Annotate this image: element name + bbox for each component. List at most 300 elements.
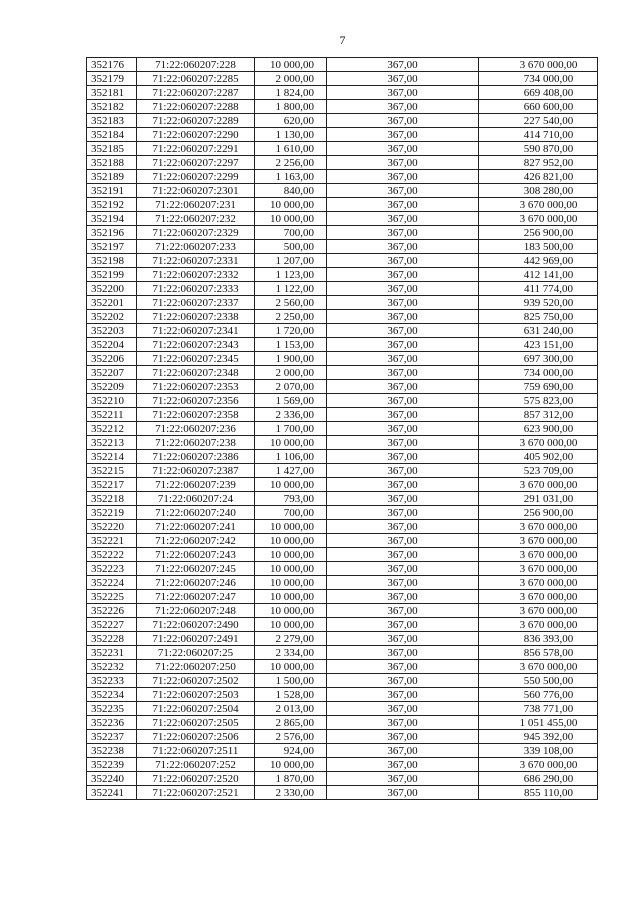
record-number-cell: 352218	[87, 492, 137, 506]
rate-cell: 367,00	[327, 758, 479, 772]
value-cell: 423 151,00	[479, 338, 598, 352]
table-row	[87, 534, 598, 548]
value-cell: 3 670 000,00	[479, 478, 598, 492]
value-cell: 697 300,00	[479, 352, 598, 366]
table-row	[87, 198, 598, 212]
table-row	[87, 450, 598, 464]
area-cell: 700,00	[255, 226, 327, 240]
value-cell: 405 902,00	[479, 450, 598, 464]
rate-cell: 367,00	[327, 422, 479, 436]
record-number-cell: 352196	[87, 226, 137, 240]
rate-cell: 367,00	[327, 310, 479, 324]
value-cell: 3 670 000,00	[479, 198, 598, 212]
rate-cell: 367,00	[327, 548, 479, 562]
area-cell: 2 865,00	[255, 716, 327, 730]
area-cell: 10 000,00	[255, 562, 327, 576]
area-cell: 620,00	[255, 114, 327, 128]
rate-cell: 367,00	[327, 632, 479, 646]
area-cell: 1 163,00	[255, 170, 327, 184]
cadastral-number-cell: 71:22:060207:2290	[137, 128, 255, 142]
table-row	[87, 338, 598, 352]
record-number-cell: 352239	[87, 758, 137, 772]
rate-cell: 367,00	[327, 464, 479, 478]
cadastral-number-cell: 71:22:060207:2353	[137, 380, 255, 394]
cadastral-number-cell: 71:22:060207:238	[137, 436, 255, 450]
area-cell: 2 560,00	[255, 296, 327, 310]
rate-cell: 367,00	[327, 394, 479, 408]
value-cell: 945 392,00	[479, 730, 598, 744]
table-row	[87, 436, 598, 450]
record-number-cell: 352237	[87, 730, 137, 744]
area-cell: 1 427,00	[255, 464, 327, 478]
cadastral-number-cell: 71:22:060207:24	[137, 492, 255, 506]
area-cell: 1 123,00	[255, 268, 327, 282]
area-cell: 10 000,00	[255, 534, 327, 548]
record-number-cell: 352191	[87, 184, 137, 198]
rate-cell: 367,00	[327, 618, 479, 632]
table-row	[87, 590, 598, 604]
table-row	[87, 520, 598, 534]
table-row	[87, 716, 598, 730]
table-row	[87, 324, 598, 338]
record-number-cell: 352225	[87, 590, 137, 604]
cadastral-number-cell: 71:22:060207:232	[137, 212, 255, 226]
area-cell: 10 000,00	[255, 198, 327, 212]
table-row	[87, 394, 598, 408]
table-row	[87, 786, 598, 800]
cadastral-number-cell: 71:22:060207:2511	[137, 744, 255, 758]
value-cell: 291 031,00	[479, 492, 598, 506]
table-row	[87, 184, 598, 198]
table-row	[87, 156, 598, 170]
rate-cell: 367,00	[327, 716, 479, 730]
value-cell: 308 280,00	[479, 184, 598, 198]
rate-cell: 367,00	[327, 478, 479, 492]
area-cell: 10 000,00	[255, 436, 327, 450]
area-cell: 2 256,00	[255, 156, 327, 170]
area-cell: 10 000,00	[255, 212, 327, 226]
record-number-cell: 352217	[87, 478, 137, 492]
record-number-cell: 352221	[87, 534, 137, 548]
rate-cell: 367,00	[327, 58, 479, 72]
cadastral-number-cell: 71:22:060207:252	[137, 758, 255, 772]
area-cell: 1 569,00	[255, 394, 327, 408]
table-row	[87, 506, 598, 520]
value-cell: 550 500,00	[479, 674, 598, 688]
rate-cell: 367,00	[327, 254, 479, 268]
record-number-cell: 352233	[87, 674, 137, 688]
table-row	[87, 730, 598, 744]
cadastral-number-cell: 71:22:060207:2297	[137, 156, 255, 170]
record-number-cell: 352197	[87, 240, 137, 254]
value-cell: 734 000,00	[479, 366, 598, 380]
area-cell: 2 250,00	[255, 310, 327, 324]
area-cell: 10 000,00	[255, 576, 327, 590]
area-cell: 10 000,00	[255, 590, 327, 604]
table-row	[87, 604, 598, 618]
area-cell: 2 000,00	[255, 72, 327, 86]
table-row	[87, 268, 598, 282]
area-cell: 2 334,00	[255, 646, 327, 660]
record-number-cell: 352201	[87, 296, 137, 310]
value-cell: 442 969,00	[479, 254, 598, 268]
value-cell: 857 312,00	[479, 408, 598, 422]
record-number-cell: 352240	[87, 772, 137, 786]
cadastral-number-cell: 71:22:060207:2502	[137, 674, 255, 688]
table-row	[87, 674, 598, 688]
rate-cell: 367,00	[327, 212, 479, 226]
cadastral-number-cell: 71:22:060207:2490	[137, 618, 255, 632]
value-cell: 3 670 000,00	[479, 576, 598, 590]
value-cell: 686 290,00	[479, 772, 598, 786]
record-number-cell: 352204	[87, 338, 137, 352]
cadastral-number-cell: 71:22:060207:250	[137, 660, 255, 674]
rate-cell: 367,00	[327, 324, 479, 338]
cadastral-number-cell: 71:22:060207:231	[137, 198, 255, 212]
table-row	[87, 86, 598, 100]
rate-cell: 367,00	[327, 492, 479, 506]
table-row	[87, 296, 598, 310]
cadastral-number-cell: 71:22:060207:2345	[137, 352, 255, 366]
record-number-cell: 352220	[87, 520, 137, 534]
value-cell: 3 670 000,00	[479, 520, 598, 534]
table-row	[87, 212, 598, 226]
table-row	[87, 240, 598, 254]
table-row	[87, 226, 598, 240]
value-cell: 939 520,00	[479, 296, 598, 310]
record-number-cell: 352241	[87, 786, 137, 800]
record-number-cell: 352182	[87, 100, 137, 114]
rate-cell: 367,00	[327, 744, 479, 758]
table-row	[87, 142, 598, 156]
cadastral-number-cell: 71:22:060207:233	[137, 240, 255, 254]
area-cell: 10 000,00	[255, 478, 327, 492]
cadastral-number-cell: 71:22:060207:2387	[137, 464, 255, 478]
table-row	[87, 772, 598, 786]
record-number-cell: 352185	[87, 142, 137, 156]
rate-cell: 367,00	[327, 142, 479, 156]
cadastral-number-cell: 71:22:060207:2338	[137, 310, 255, 324]
area-cell: 2 330,00	[255, 786, 327, 800]
record-number-cell: 352184	[87, 128, 137, 142]
record-number-cell: 352189	[87, 170, 137, 184]
record-number-cell: 352176	[87, 58, 137, 72]
area-cell: 1 824,00	[255, 86, 327, 100]
cadastral-number-cell: 71:22:060207:2332	[137, 268, 255, 282]
table-row	[87, 576, 598, 590]
area-cell: 1 207,00	[255, 254, 327, 268]
table-row	[87, 646, 598, 660]
record-number-cell: 352227	[87, 618, 137, 632]
rate-cell: 367,00	[327, 534, 479, 548]
rate-cell: 367,00	[327, 240, 479, 254]
value-cell: 3 670 000,00	[479, 758, 598, 772]
table-row	[87, 408, 598, 422]
rate-cell: 367,00	[327, 170, 479, 184]
value-cell: 256 900,00	[479, 506, 598, 520]
value-cell: 590 870,00	[479, 142, 598, 156]
table-row	[87, 464, 598, 478]
rate-cell: 367,00	[327, 226, 479, 240]
cadastral-number-cell: 71:22:060207:243	[137, 548, 255, 562]
area-cell: 1 106,00	[255, 450, 327, 464]
rate-cell: 367,00	[327, 576, 479, 590]
cadastral-number-cell: 71:22:060207:246	[137, 576, 255, 590]
cadastral-number-cell: 71:22:060207:2491	[137, 632, 255, 646]
rate-cell: 367,00	[327, 450, 479, 464]
record-number-cell: 352212	[87, 422, 137, 436]
rate-cell: 367,00	[327, 128, 479, 142]
value-cell: 575 823,00	[479, 394, 598, 408]
cadastral-number-cell: 71:22:060207:2285	[137, 72, 255, 86]
area-cell: 1 720,00	[255, 324, 327, 338]
rate-cell: 367,00	[327, 730, 479, 744]
cadastral-number-cell: 71:22:060207:2333	[137, 282, 255, 296]
value-cell: 3 670 000,00	[479, 534, 598, 548]
table-row	[87, 422, 598, 436]
table-row	[87, 72, 598, 86]
record-number-cell: 352224	[87, 576, 137, 590]
rate-cell: 367,00	[327, 772, 479, 786]
rate-cell: 367,00	[327, 702, 479, 716]
value-cell: 3 670 000,00	[479, 548, 598, 562]
rate-cell: 367,00	[327, 506, 479, 520]
cadastral-number-cell: 71:22:060207:2341	[137, 324, 255, 338]
value-cell: 3 670 000,00	[479, 590, 598, 604]
table-row	[87, 688, 598, 702]
table-row	[87, 562, 598, 576]
rate-cell: 367,00	[327, 338, 479, 352]
cadastral-number-cell: 71:22:060207:2301	[137, 184, 255, 198]
value-cell: 256 900,00	[479, 226, 598, 240]
area-cell: 2 070,00	[255, 380, 327, 394]
value-cell: 855 110,00	[479, 786, 598, 800]
rate-cell: 367,00	[327, 86, 479, 100]
value-cell: 738 771,00	[479, 702, 598, 716]
table-row	[87, 114, 598, 128]
area-cell: 1 800,00	[255, 100, 327, 114]
rate-cell: 367,00	[327, 646, 479, 660]
rate-cell: 367,00	[327, 674, 479, 688]
value-cell: 734 000,00	[479, 72, 598, 86]
cadastral-number-cell: 71:22:060207:239	[137, 478, 255, 492]
rate-cell: 367,00	[327, 590, 479, 604]
table-row	[87, 170, 598, 184]
value-cell: 412 141,00	[479, 268, 598, 282]
area-cell: 1 900,00	[255, 352, 327, 366]
record-number-cell: 352222	[87, 548, 137, 562]
rate-cell: 367,00	[327, 72, 479, 86]
record-number-cell: 352236	[87, 716, 137, 730]
record-number-cell: 352183	[87, 114, 137, 128]
cadastral-number-cell: 71:22:060207:2521	[137, 786, 255, 800]
record-number-cell: 352210	[87, 394, 137, 408]
cadastral-number-cell: 71:22:060207:240	[137, 506, 255, 520]
area-cell: 2 336,00	[255, 408, 327, 422]
value-cell: 183 500,00	[479, 240, 598, 254]
record-number-cell: 352194	[87, 212, 137, 226]
rate-cell: 367,00	[327, 100, 479, 114]
cadastral-number-cell: 71:22:060207:2299	[137, 170, 255, 184]
record-number-cell: 352211	[87, 408, 137, 422]
cadastral-number-cell: 71:22:060207:2331	[137, 254, 255, 268]
table-row	[87, 492, 598, 506]
table-row	[87, 100, 598, 114]
record-number-cell: 352206	[87, 352, 137, 366]
area-cell: 1 153,00	[255, 338, 327, 352]
rate-cell: 367,00	[327, 380, 479, 394]
record-number-cell: 352179	[87, 72, 137, 86]
area-cell: 840,00	[255, 184, 327, 198]
value-cell: 227 540,00	[479, 114, 598, 128]
table-row	[87, 744, 598, 758]
value-cell: 523 709,00	[479, 464, 598, 478]
record-number-cell: 352238	[87, 744, 137, 758]
cadastral-number-cell: 71:22:060207:2337	[137, 296, 255, 310]
area-cell: 1 130,00	[255, 128, 327, 142]
cadastral-number-cell: 71:22:060207:2343	[137, 338, 255, 352]
record-number-cell: 352215	[87, 464, 137, 478]
table-row	[87, 632, 598, 646]
value-cell: 660 600,00	[479, 100, 598, 114]
record-number-cell: 352209	[87, 380, 137, 394]
record-number-cell: 352181	[87, 86, 137, 100]
record-number-cell: 352231	[87, 646, 137, 660]
record-number-cell: 352213	[87, 436, 137, 450]
rate-cell: 367,00	[327, 282, 479, 296]
cadastral-number-cell: 71:22:060207:2287	[137, 86, 255, 100]
cadastral-number-cell: 71:22:060207:2288	[137, 100, 255, 114]
cadastral-number-cell: 71:22:060207:2386	[137, 450, 255, 464]
area-cell: 10 000,00	[255, 618, 327, 632]
value-cell: 623 900,00	[479, 422, 598, 436]
cadastral-number-cell: 71:22:060207:247	[137, 590, 255, 604]
rate-cell: 367,00	[327, 660, 479, 674]
table-row	[87, 254, 598, 268]
area-cell: 10 000,00	[255, 758, 327, 772]
value-cell: 3 670 000,00	[479, 618, 598, 632]
area-cell: 1 122,00	[255, 282, 327, 296]
rate-cell: 367,00	[327, 604, 479, 618]
cadastral-number-cell: 71:22:060207:2506	[137, 730, 255, 744]
value-cell: 3 670 000,00	[479, 660, 598, 674]
record-number-cell: 352203	[87, 324, 137, 338]
table-row	[87, 478, 598, 492]
table-row	[87, 548, 598, 562]
value-cell: 426 821,00	[479, 170, 598, 184]
rate-cell: 367,00	[327, 786, 479, 800]
rate-cell: 367,00	[327, 436, 479, 450]
rate-cell: 367,00	[327, 562, 479, 576]
record-number-cell: 352235	[87, 702, 137, 716]
rate-cell: 367,00	[327, 520, 479, 534]
cadastral-number-cell: 71:22:060207:2505	[137, 716, 255, 730]
value-cell: 411 774,00	[479, 282, 598, 296]
value-cell: 339 108,00	[479, 744, 598, 758]
value-cell: 825 750,00	[479, 310, 598, 324]
area-cell: 10 000,00	[255, 520, 327, 534]
record-number-cell: 352207	[87, 366, 137, 380]
cadastral-number-cell: 71:22:060207:228	[137, 58, 255, 72]
rate-cell: 367,00	[327, 352, 479, 366]
record-number-cell: 352200	[87, 282, 137, 296]
value-cell: 414 710,00	[479, 128, 598, 142]
record-number-cell: 352234	[87, 688, 137, 702]
record-number-cell: 352198	[87, 254, 137, 268]
value-cell: 759 690,00	[479, 380, 598, 394]
area-cell: 1 870,00	[255, 772, 327, 786]
area-cell: 2 000,00	[255, 366, 327, 380]
area-cell: 1 500,00	[255, 674, 327, 688]
value-cell: 856 578,00	[479, 646, 598, 660]
rate-cell: 367,00	[327, 688, 479, 702]
cadastral-number-cell: 71:22:060207:2358	[137, 408, 255, 422]
record-number-cell: 352192	[87, 198, 137, 212]
record-number-cell: 352232	[87, 660, 137, 674]
area-cell: 700,00	[255, 506, 327, 520]
area-cell: 1 610,00	[255, 142, 327, 156]
cadastral-number-cell: 71:22:060207:2356	[137, 394, 255, 408]
record-number-cell: 352202	[87, 310, 137, 324]
table-row	[87, 380, 598, 394]
rate-cell: 367,00	[327, 184, 479, 198]
table-row	[87, 702, 598, 716]
area-cell: 10 000,00	[255, 660, 327, 674]
table-row	[87, 282, 598, 296]
record-number-cell: 352223	[87, 562, 137, 576]
value-cell: 3 670 000,00	[479, 212, 598, 226]
table-row	[87, 128, 598, 142]
cadastral-number-cell: 71:22:060207:2520	[137, 772, 255, 786]
rate-cell: 367,00	[327, 198, 479, 212]
table-row	[87, 366, 598, 380]
table-row	[87, 660, 598, 674]
area-cell: 793,00	[255, 492, 327, 506]
table-row	[87, 352, 598, 366]
area-cell: 2 013,00	[255, 702, 327, 716]
cadastral-number-cell: 71:22:060207:245	[137, 562, 255, 576]
page-number: 7	[339, 33, 346, 47]
value-cell: 1 051 455,00	[479, 716, 598, 730]
rate-cell: 367,00	[327, 156, 479, 170]
value-cell: 669 408,00	[479, 86, 598, 100]
cadastral-number-cell: 71:22:060207:241	[137, 520, 255, 534]
cadastral-number-cell: 71:22:060207:2504	[137, 702, 255, 716]
cadastral-number-cell: 71:22:060207:2289	[137, 114, 255, 128]
value-cell: 3 670 000,00	[479, 58, 598, 72]
rate-cell: 367,00	[327, 366, 479, 380]
record-number-cell: 352226	[87, 604, 137, 618]
area-cell: 10 000,00	[255, 604, 327, 618]
cadastral-number-cell: 71:22:060207:25	[137, 646, 255, 660]
area-cell: 924,00	[255, 744, 327, 758]
value-cell: 836 393,00	[479, 632, 598, 646]
table-row	[87, 58, 598, 72]
value-cell: 3 670 000,00	[479, 562, 598, 576]
record-number-cell: 352228	[87, 632, 137, 646]
cadastral-number-cell: 71:22:060207:236	[137, 422, 255, 436]
table-row	[87, 618, 598, 632]
cadastral-number-cell: 71:22:060207:2291	[137, 142, 255, 156]
cadastral-number-cell: 71:22:060207:248	[137, 604, 255, 618]
rate-cell: 367,00	[327, 268, 479, 282]
cadastral-number-cell: 71:22:060207:2329	[137, 226, 255, 240]
area-cell: 10 000,00	[255, 58, 327, 72]
cadastral-number-cell: 71:22:060207:2503	[137, 688, 255, 702]
record-number-cell: 352199	[87, 268, 137, 282]
area-cell: 1 700,00	[255, 422, 327, 436]
area-cell: 1 528,00	[255, 688, 327, 702]
